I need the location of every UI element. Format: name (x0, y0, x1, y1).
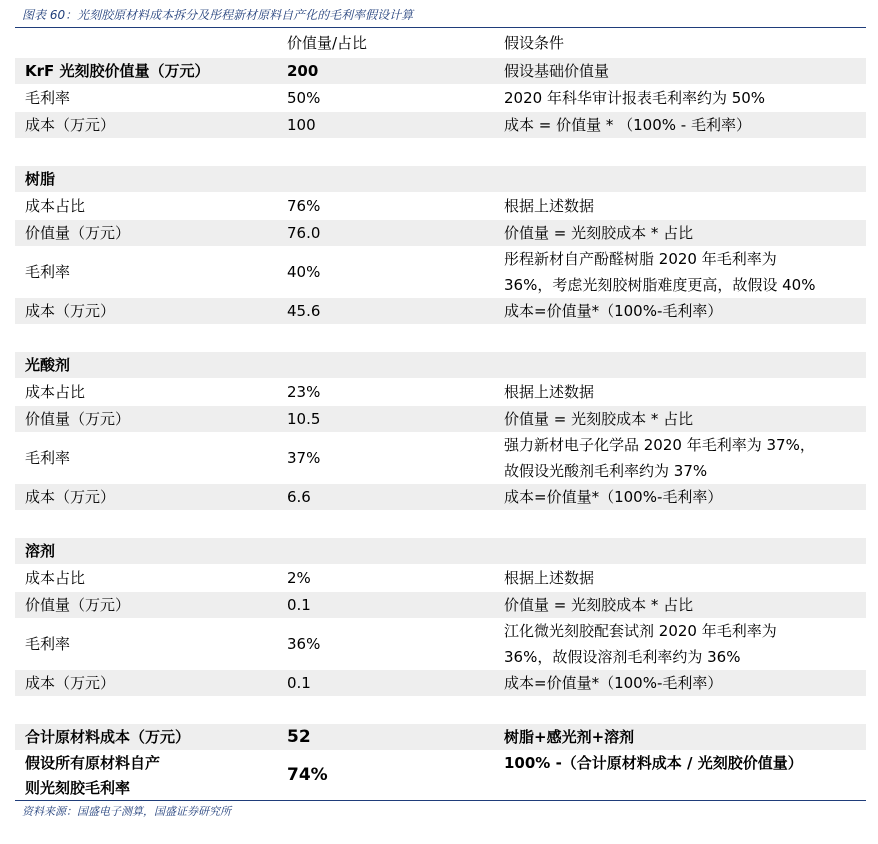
row-note: 成本=价值量*（100%-毛利率） (504, 488, 723, 506)
row-note: 成本=价值量*（100%-毛利率） (504, 302, 723, 320)
section-title: 光酸剂 (25, 356, 71, 374)
table-row (15, 670, 866, 696)
table-row (15, 112, 866, 138)
row-value: 50% (287, 89, 321, 107)
row-value: 100 (287, 116, 316, 134)
row-value: 76.0 (287, 224, 321, 242)
table-row (15, 193, 866, 219)
row-note: 价值量 = 光刻胶成本 * 占比 (504, 224, 694, 242)
table-row (15, 432, 866, 484)
row-note: 成本 = 价值量 * （100% - 毛利率） (504, 116, 751, 134)
table-row (15, 85, 866, 111)
krf-value: 200 (287, 62, 319, 80)
top-rule (15, 27, 866, 28)
row-value: 37% (287, 449, 321, 467)
bottom-rule (15, 800, 866, 801)
figure-caption: 图表 60：光刻胶原材料成本拆分及彤程新材原料自产化的毛利率假设计算 (22, 8, 414, 22)
total-row (15, 724, 866, 750)
row-value: 45.6 (287, 302, 321, 320)
row-value: 40% (287, 263, 321, 281)
row-note-line1: 强力新材电子化学品 2020 年毛利率为 37%， (504, 436, 815, 454)
table-row (15, 58, 866, 84)
table-row (15, 484, 866, 510)
row-value: 0.1 (287, 674, 311, 692)
row-label: 成本占比 (25, 383, 86, 401)
total-label: 合计原材料成本（万元） (25, 728, 191, 746)
row-note-line2: 36%，故假设溶剂毛利率约为 36% (504, 648, 741, 666)
row-note-line2: 36%，考虑光刻胶树脂难度更高，故假设 40% (504, 276, 816, 294)
header-row (15, 30, 866, 56)
margin-label-line1: 假设所有原材料自产 (25, 754, 161, 772)
row-label: 成本占比 (25, 197, 86, 215)
margin-note: 100% -（合计原材料成本 / 光刻胶价值量） (504, 754, 803, 772)
row-label: 价值量（万元） (25, 224, 131, 242)
row-value: 2% (287, 569, 311, 587)
table-row (15, 298, 866, 324)
row-note: 根据上述数据 (504, 383, 595, 401)
krf-note: 假设基础价值量 (504, 62, 610, 80)
row-label: 毛利率 (25, 635, 71, 653)
row-note-line2: 故假设光酸剂毛利率约为 37% (504, 462, 708, 480)
row-label: 成本（万元） (25, 488, 116, 506)
source-note: 资料来源：国盛电子测算，国盛证券研究所 (22, 805, 231, 818)
row-label: 毛利率 (25, 89, 71, 107)
section-title-row (15, 352, 866, 378)
row-label: 毛利率 (25, 263, 71, 281)
row-label: 成本（万元） (25, 116, 116, 134)
table-row (15, 246, 866, 298)
header-col3: 假设条件 (504, 34, 565, 52)
row-note-line1: 彤程新材自产酚醛树脂 2020 年毛利率为 (504, 250, 777, 268)
row-label: 成本（万元） (25, 674, 116, 692)
row-label: 成本（万元） (25, 302, 116, 320)
row-note: 根据上述数据 (504, 197, 595, 215)
header-col2: 价值量/占比 (287, 34, 368, 52)
row-note: 价值量 = 光刻胶成本 * 占比 (504, 596, 694, 614)
row-note: 成本=价值量*（100%-毛利率） (504, 674, 723, 692)
table-row (15, 406, 866, 432)
total-note: 树脂+感光剂+溶剂 (504, 728, 635, 746)
table-row (15, 565, 866, 591)
row-note-line1: 江化微光刻胶配套试剂 2020 年毛利率为 (504, 622, 777, 640)
krf-label: KrF 光刻胶价值量（万元） (25, 62, 210, 80)
row-value: 6.6 (287, 488, 311, 506)
row-value: 23% (287, 383, 321, 401)
row-label: 成本占比 (25, 569, 86, 587)
row-note: 2020 年科华审计报表毛利率约为 50% (504, 89, 766, 107)
row-label: 毛利率 (25, 449, 71, 467)
table-row (15, 220, 866, 246)
margin-row (15, 750, 866, 800)
table-row (15, 618, 866, 670)
row-value: 10.5 (287, 410, 321, 428)
table-row (15, 379, 866, 405)
row-note: 根据上述数据 (504, 569, 595, 587)
section-title: 树脂 (25, 170, 56, 188)
section-title-row (15, 538, 866, 564)
margin-value: 74% (287, 765, 328, 785)
row-value: 36% (287, 635, 321, 653)
row-label: 价值量（万元） (25, 410, 131, 428)
section-title-row (15, 166, 866, 192)
table-row (15, 592, 866, 618)
margin-label-line2: 则光刻胶毛利率 (25, 779, 131, 797)
section-title: 溶剂 (25, 542, 56, 560)
total-value: 52 (287, 727, 311, 747)
row-value: 0.1 (287, 596, 311, 614)
row-note: 价值量 = 光刻胶成本 * 占比 (504, 410, 694, 428)
row-value: 76% (287, 197, 321, 215)
row-label: 价值量（万元） (25, 596, 131, 614)
